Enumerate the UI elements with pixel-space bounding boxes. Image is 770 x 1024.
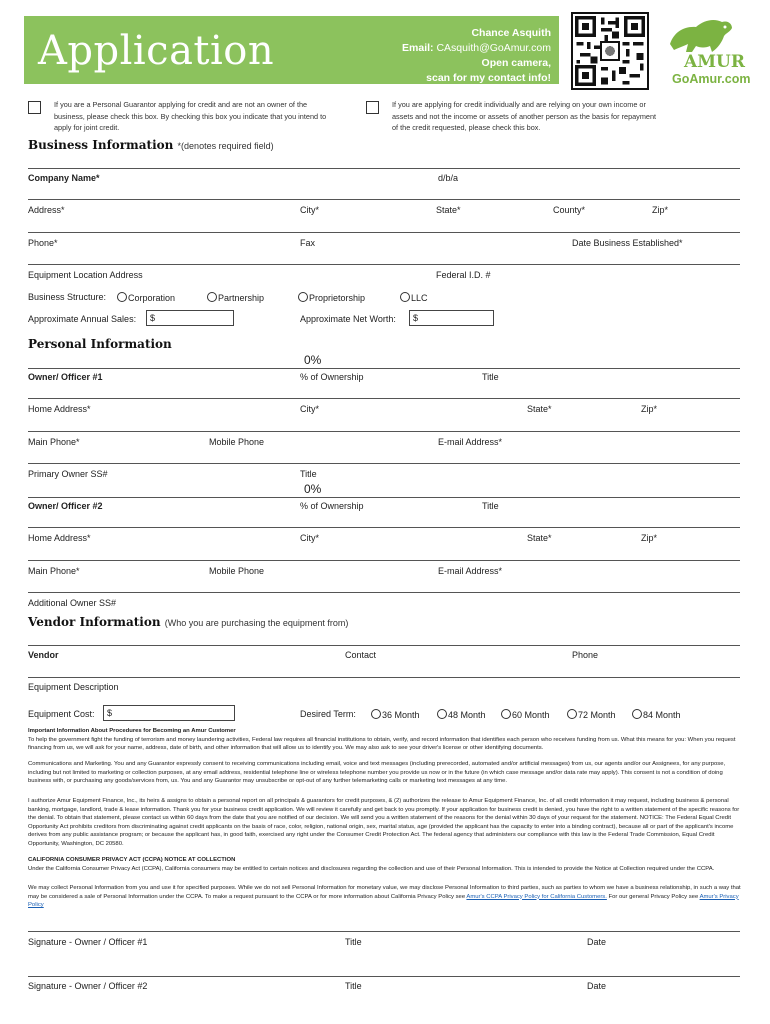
primary-owner-ssn-label: Primary Owner SS# — [28, 469, 108, 479]
owner2-email-label: E-mail Address* — [438, 566, 503, 576]
procedures-text: To help the government fight the funding of terrorism and money laundering activities, Federal law requires all financial institutions to obtain, verify, and record information that identifies each person who receives funding from us. What this means for you: When you request financing from us, we will ask for your name, address, date of birth, and other information that will allow us to identify you. We may also ask to see your driver's license or other identifying documents. — [28, 736, 736, 752]
cta-line-1: Open camera, — [481, 57, 551, 69]
collect-section — [28, 884, 744, 910]
state-label: State* — [436, 205, 461, 215]
vendor-label: Vendor — [28, 650, 59, 660]
signature-2-field[interactable] — [28, 976, 740, 977]
company-name-field[interactable] — [28, 199, 740, 200]
owner1-zip-label: Zip* — [641, 404, 658, 414]
primary-owner-title-label: Title — [300, 469, 317, 479]
term-84[interactable]: 84 Month — [632, 709, 681, 720]
dba-label: d/b/a — [438, 173, 459, 183]
structure-proprietorship[interactable]: Proprietorship — [298, 292, 365, 303]
owner2-title-label: Title — [482, 501, 499, 511]
address-field[interactable] — [28, 232, 740, 233]
owner2-name-field[interactable] — [28, 527, 740, 528]
radio-icon[interactable] — [400, 292, 410, 302]
header-banner — [24, 16, 559, 84]
guarantor-note: If you are a Personal Guarantor applying for credit and are not an owner of the business, please check this box. By checking this box you indicate that you intend to apply for joint credit. — [54, 100, 327, 132]
owner1-mobile-phone-label: Mobile Phone — [209, 437, 265, 447]
ownership-percent-1[interactable]: 0% — [304, 353, 322, 367]
radio-icon[interactable] — [117, 292, 127, 302]
vendor-phone-label: Phone — [572, 650, 599, 660]
company-name-label: Company Name* — [28, 173, 100, 183]
divider — [28, 497, 740, 498]
structure-partnership[interactable]: Partnership — [207, 292, 264, 303]
net-worth-input[interactable]: $ — [409, 310, 494, 326]
general-privacy-text: For our general Privacy Policy see — [608, 893, 699, 900]
additional-owner-ssn-label: Additional Owner SS# — [28, 598, 117, 608]
required-note: *(denotes required field) — [177, 141, 274, 151]
equipment-location-label: Equipment Location Address — [28, 270, 143, 280]
radio-icon[interactable] — [371, 709, 381, 719]
divider — [28, 368, 740, 369]
owner1-state-label: State* — [527, 404, 552, 414]
contact-info — [402, 26, 551, 86]
owner2-address-field[interactable] — [28, 560, 740, 561]
owner1-city-label: City* — [300, 404, 320, 414]
city-label: City* — [300, 205, 320, 215]
structure-corporation[interactable]: Corporation — [117, 292, 175, 303]
annual-sales-input[interactable]: $ — [146, 310, 234, 326]
owner1-address-field[interactable] — [28, 431, 740, 432]
term-72[interactable]: 72 Month — [567, 709, 616, 720]
owner2-label: Owner/ Officer #2 — [28, 501, 103, 511]
owner2-mobile-phone-label: Mobile Phone — [209, 566, 265, 576]
logo-wordmark: AMUR — [684, 52, 745, 72]
net-worth-label: Approximate Net Worth: — [300, 314, 396, 324]
qr-code-icon[interactable] — [571, 12, 649, 90]
ccpa-heading: CALIFORNIA CONSUMER PRIVACY ACT (CCPA) NOTICE AT COLLECTION — [28, 857, 236, 863]
amur-tiger-logo-icon — [666, 14, 736, 56]
signature-2-title-label: Title — [345, 981, 362, 991]
vendor-field[interactable] — [28, 677, 740, 678]
date-established-label: Date Business Established* — [572, 238, 683, 248]
annual-sales-label: Approximate Annual Sales: — [28, 314, 137, 324]
owner1-label: Owner/ Officer #1 — [28, 372, 103, 382]
owner1-main-phone-label: Main Phone* — [28, 437, 80, 447]
owner1-name-field[interactable] — [28, 398, 740, 399]
contact-name: Chance Asquith — [471, 27, 551, 39]
term-36[interactable]: 36 Month — [371, 709, 420, 720]
zip-label: Zip* — [652, 205, 669, 215]
owner1-pct-label: % of Ownership — [300, 372, 364, 382]
equipment-cost-input[interactable]: $ — [103, 705, 235, 721]
radio-icon[interactable] — [207, 292, 217, 302]
privacy-policy-link[interactable]: Amur's Privacy Policy — [28, 893, 739, 909]
collect-text: We may collect Personal Information from you and use it for specified purposes. While we do not sell Personal Information for monetary value, we may disclose Personal Information to third parties, such as parties to whom we have a business relationship, in such a way that may be considered a sale of Personal Information under the CCPA. To make a request pursuant to the CCPA or for more information about California Privacy Policy see — [28, 885, 741, 900]
guarantor-checkbox[interactable] — [28, 101, 41, 114]
vendor-note: (Who you are purchasing the equipment from) — [164, 618, 349, 628]
divider — [28, 645, 740, 646]
equipment-cost-label: Equipment Cost: — [28, 709, 95, 719]
owner2-main-phone-label: Main Phone* — [28, 566, 80, 576]
legal-procedures — [28, 727, 744, 753]
term-60[interactable]: 60 Month — [501, 709, 550, 720]
owner1-home-address-label: Home Address* — [28, 404, 91, 414]
logo-url[interactable]: GoAmur.com — [672, 72, 751, 86]
owner1-phone-field[interactable] — [28, 463, 740, 464]
authorize-text: I authorize Amur Equipment Finance, Inc., its heirs & assigns to obtain a personal report on all principals & guarantors for credit purposes, & (2) authorizes the release to Amur Equipment Finance, Inc. of all credit information it may request, including business & personal banking, mortgage, landlord, trade & lease information. Thank you for your business credit application. We will review it carefully and get back to you promptly. If your application for business credit is denied, you have the right to a written statement of the specific reasons for the denial. To obtain that statement, please contact us within 60 days from the date that you are notified of our decision. We will send you a written statement of the reasons for the denial within 30 days of your request for the statement. NOTICE: The Federal Equal Credit Opportunity Act prohibits creditors from discriminating against credit applicants on the basis of race, color, religion, national origin, sex, marital status, age (provided the applicant has the capacity to enter into a binding contract), because all or part of the applicant's income derives from any public assistance program; or because the applicant has, in good faith, exercised any right under the Consumer Credit Protection Act. The federal agency that administers our compliance with this law is the Federal Trade Commission, Equal Credit Opportunity, Washington, DC 20580. — [28, 798, 740, 847]
radio-icon[interactable] — [437, 709, 447, 719]
ownership-percent-2[interactable]: 0% — [304, 482, 322, 496]
owner2-pct-label: % of Ownership — [300, 501, 364, 511]
email-link[interactable]: CAsquith@GoAmur.com — [436, 42, 551, 54]
business-structure-label: Business Structure: — [28, 292, 107, 302]
county-label: County* — [553, 205, 586, 215]
email-label: Email: — [402, 42, 434, 54]
owner2-home-address-label: Home Address* — [28, 533, 91, 543]
owner1-title-label: Title — [482, 372, 499, 382]
ccpa-section — [28, 856, 744, 873]
vendor-contact-label: Contact — [345, 650, 377, 660]
desired-term-label: Desired Term: — [300, 709, 356, 719]
federal-id-label: Federal I.D. # — [436, 270, 491, 280]
individual-note: If you are applying for credit individually and are relying on your own income or assets and not the income or assets of another person as the basis for repayment of the credit requested, please check this box. — [392, 100, 657, 132]
fax-label: Fax — [300, 238, 316, 248]
radio-icon[interactable] — [298, 292, 308, 302]
equipment-description-label: Equipment Description — [28, 682, 119, 692]
signature-1-title-label: Title — [345, 937, 362, 947]
cta-line-2: scan for my contact info! — [426, 72, 551, 84]
marketing-text: Communications and Marketing. You and any Guarantor expressly consent to receiving communications including email, voice and text messages (including prerecorded, automated and/or artificial messages) from us, our agents and/or our Assignees, for any purpose, including but not limited to marketing or collection purposes, at any email address, residential telephone line or wireless telephone number you provide us now or in the future (in which case message and/or data rate may apply). This consent is not a condition of doing business with, or purchasing any goods/services from, us. You and any Guarantor may unsubscribe or opt-out of any further telemarketing calls or marketing text messages at any time. — [28, 761, 726, 785]
radio-icon[interactable] — [632, 709, 642, 719]
business-heading-text: Business Information — [28, 138, 174, 152]
phone-label: Phone* — [28, 238, 58, 248]
radio-icon[interactable] — [501, 709, 511, 719]
signature-1-date-label: Date — [587, 937, 607, 947]
ccpa-text: Under the California Consumer Privacy Act (CCPA), California consumers may be entitled to certain notices and disclosures regarding the collection and use of their Personal Information. This is intended to provide the Notice at Collection required under the CCPA. — [28, 865, 715, 872]
owner2-zip-label: Zip* — [641, 533, 658, 543]
ccpa-policy-link[interactable]: Amur's CCPA Privacy Policy for California Customers. — [466, 893, 607, 900]
personal-info-heading: Personal Information — [28, 337, 172, 351]
page-title: Application — [38, 28, 275, 74]
signature-1-field[interactable] — [28, 931, 740, 932]
individual-checkbox[interactable] — [366, 101, 379, 114]
divider — [28, 168, 740, 169]
vendor-info-heading — [28, 615, 348, 629]
owner1-email-label: E-mail Address* — [438, 437, 503, 447]
signature-2-label: Signature - Owner / Officer #2 — [28, 981, 148, 991]
phone-field[interactable] — [28, 264, 740, 265]
signature-2-date-label: Date — [587, 981, 607, 991]
vendor-heading-text: Vendor Information — [28, 615, 161, 629]
procedures-heading: Important Information About Procedures for Becoming an Amur Customer — [28, 728, 236, 734]
signature-1-label: Signature - Owner / Officer #1 — [28, 937, 148, 947]
business-info-heading — [28, 138, 274, 152]
structure-llc[interactable]: LLC — [400, 292, 428, 303]
address-label: Address* — [28, 205, 65, 215]
owner2-city-label: City* — [300, 533, 320, 543]
term-48[interactable]: 48 Month — [437, 709, 486, 720]
owner2-phone-field[interactable] — [28, 592, 740, 593]
owner2-state-label: State* — [527, 533, 552, 543]
radio-icon[interactable] — [567, 709, 577, 719]
